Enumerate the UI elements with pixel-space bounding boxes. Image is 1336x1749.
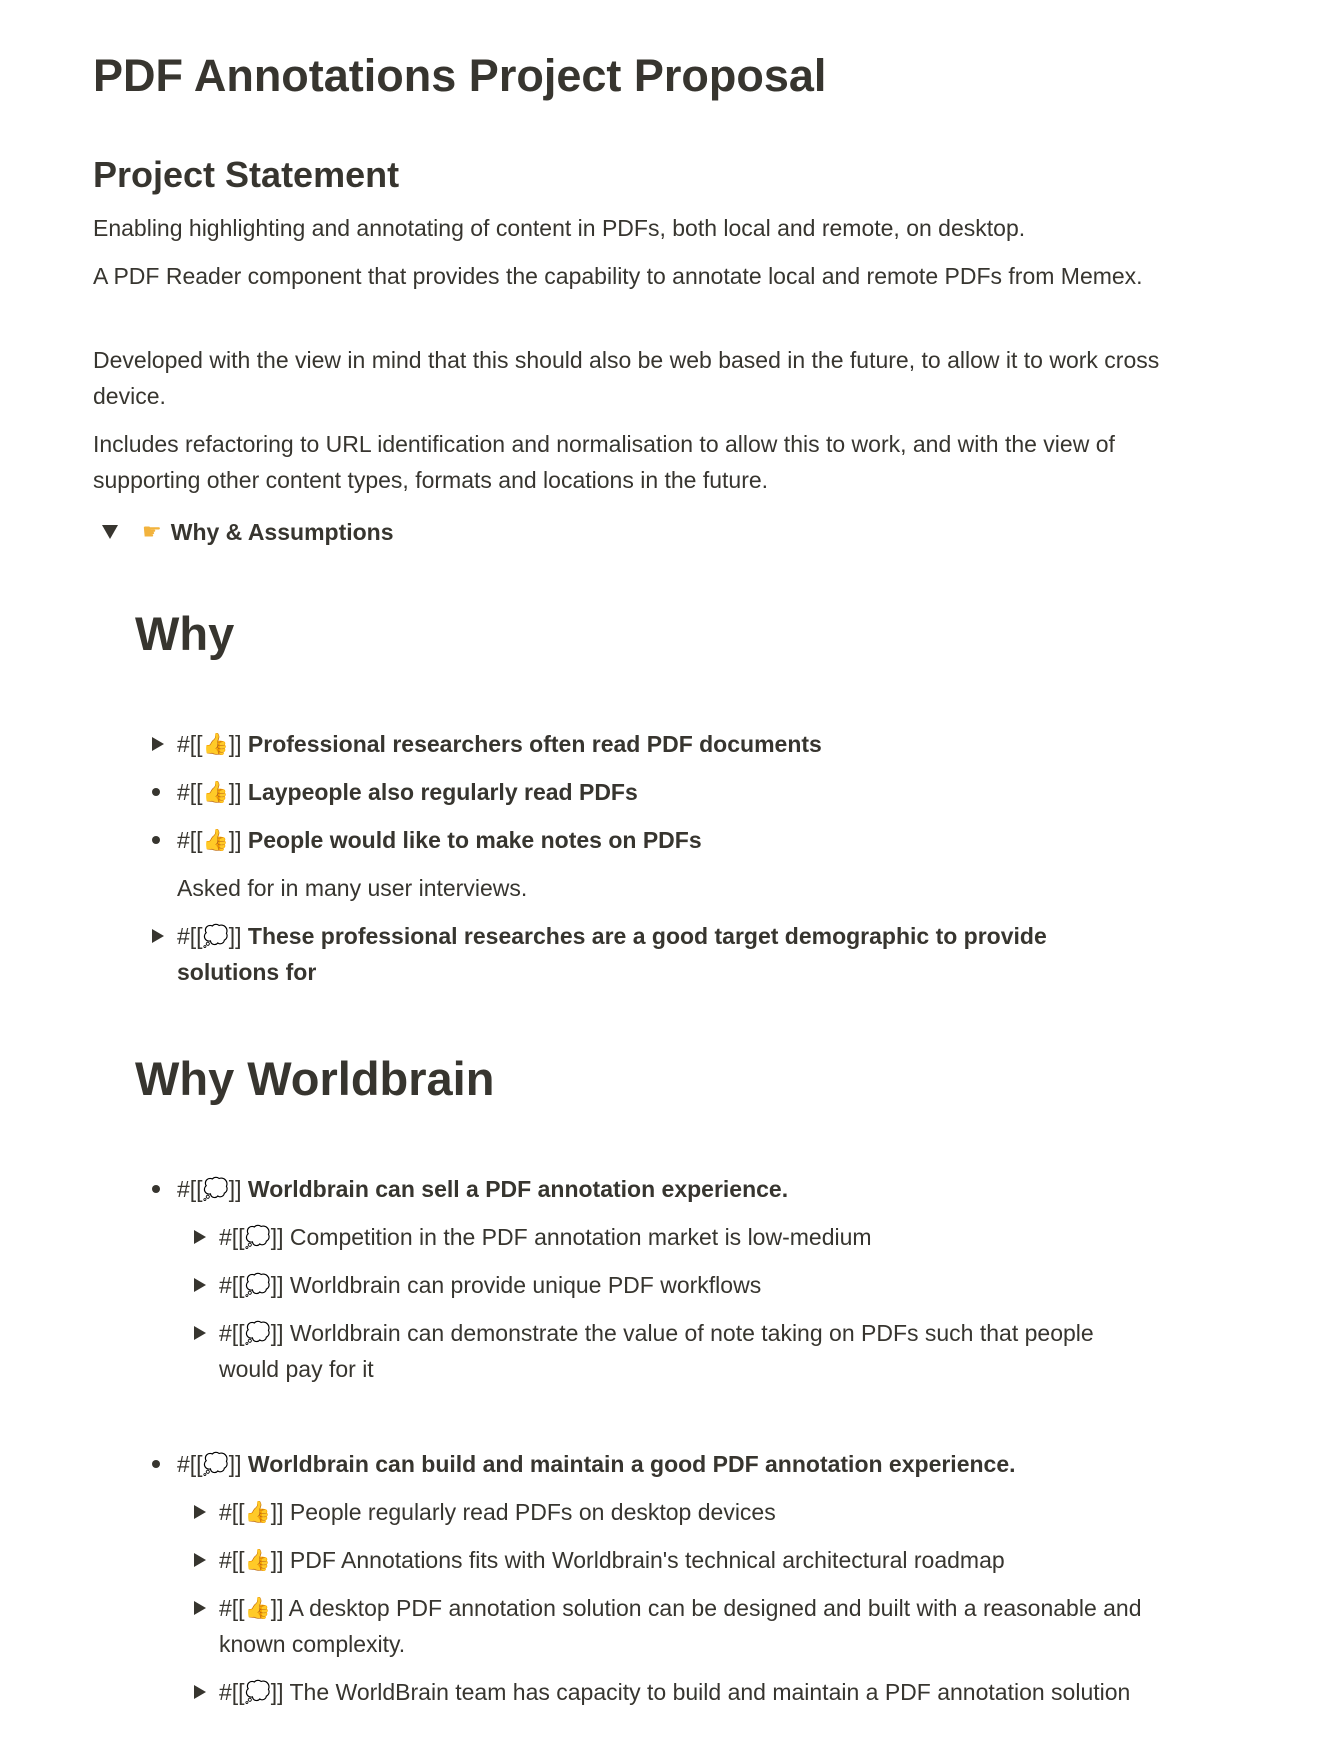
project-statement-heading: Project Statement — [93, 154, 400, 195]
toggle-collapsed-icon[interactable] — [177, 1590, 219, 1626]
bullet-icon — [135, 1446, 177, 1482]
tag-prefix: #[[ — [177, 1451, 203, 1477]
item-note: Asked for in many user interviews. — [177, 875, 528, 901]
item-text: Laypeople also regularly read PDFs — [247, 779, 638, 805]
tag-suffix: ]] — [270, 1272, 284, 1298]
tag-prefix: #[[ — [219, 1499, 245, 1525]
item-text: Competition in the PDF annotation market is low-medium — [289, 1224, 872, 1250]
list-item — [177, 1446, 1147, 1482]
toggle-collapsed-icon[interactable] — [177, 1219, 219, 1255]
tag-prefix: #[[ — [177, 731, 203, 757]
list-item — [177, 918, 1147, 990]
item-text: PDF Annotations fits with Worldbrain's technical architectural roadmap — [289, 1547, 1005, 1573]
tag-suffix: ]] — [228, 1176, 242, 1202]
tag-suffix: ]] — [270, 1499, 284, 1525]
thought-bubble-icon: 💭 — [244, 1274, 271, 1297]
tag-prefix: #[[ — [177, 779, 203, 805]
thumbs-up-icon: 👍 — [244, 1501, 271, 1524]
item-text: Worldbrain can provide unique PDF workflows — [289, 1272, 762, 1298]
toggle-collapsed-icon[interactable] — [177, 1315, 219, 1351]
item-text: Worldbrain can build and maintain a good PDF annotation experience. — [247, 1451, 1016, 1477]
thumbs-up-icon: 👍 — [202, 733, 229, 756]
item-text: These professional researches are a good target demographic to provide solutions for — [177, 923, 1047, 985]
why-assumptions-toggle[interactable] — [93, 514, 394, 550]
toggle-expanded-icon[interactable] — [102, 525, 118, 539]
thought-bubble-icon: 💭 — [202, 1453, 229, 1476]
tag-prefix: #[[ — [177, 827, 203, 853]
thumbs-up-icon: 👍 — [244, 1549, 271, 1572]
pointing-right-icon: ☛ — [142, 519, 162, 544]
bullet-icon — [135, 822, 177, 858]
item-text: People would like to make notes on PDFs — [247, 827, 702, 853]
list-item — [219, 1315, 1149, 1387]
list-item — [177, 1171, 1147, 1207]
thought-bubble-icon: 💭 — [244, 1322, 271, 1345]
item-text: Worldbrain can sell a PDF annotation experience. — [247, 1176, 789, 1202]
thumbs-up-icon: 👍 — [202, 829, 229, 852]
tag-suffix: ]] — [270, 1320, 284, 1346]
toggle-collapsed-icon[interactable] — [177, 1267, 219, 1303]
tag-suffix: ]] — [228, 827, 242, 853]
tag-prefix: #[[ — [219, 1547, 245, 1573]
statement-paragraph: Developed with the view in mind that this should also be web based in the future, to allow it to work cross device. — [93, 347, 1160, 409]
tag-prefix: #[[ — [219, 1320, 245, 1346]
tag-suffix: ]] — [270, 1547, 284, 1573]
list-item — [219, 1542, 1149, 1578]
list-item — [219, 1590, 1149, 1662]
statement-paragraph: Includes refactoring to URL identification and normalisation to allow this to work, and with the view of supporting other content types, formats and locations in the future. — [93, 431, 1115, 493]
list-item — [219, 1267, 1149, 1303]
why-worldbrain-heading: Why Worldbrain — [135, 1052, 495, 1105]
tag-prefix: #[[ — [177, 1176, 203, 1202]
tag-suffix: ]] — [228, 731, 242, 757]
thought-bubble-icon: 💭 — [202, 925, 229, 948]
list-item — [177, 822, 1147, 858]
toggle-collapsed-icon[interactable] — [177, 1674, 219, 1710]
tag-suffix: ]] — [228, 779, 242, 805]
tag-suffix: ]] — [228, 1451, 242, 1477]
toggle-collapsed-icon[interactable] — [135, 726, 177, 762]
tag-prefix: #[[ — [219, 1224, 245, 1250]
toggle-collapsed-icon[interactable] — [135, 918, 177, 954]
item-text: People regularly read PDFs on desktop devices — [289, 1499, 776, 1525]
list-item — [219, 1219, 1149, 1255]
toggle-label: Why & Assumptions — [170, 519, 394, 545]
list-item — [219, 1674, 1149, 1710]
list-item — [219, 1494, 1149, 1530]
list-item — [177, 726, 1147, 762]
page-title: PDF Annotations Project Proposal — [93, 50, 827, 101]
bullet-icon — [135, 1171, 177, 1207]
statement-paragraph: A PDF Reader component that provides the capability to annotate local and remote PDFs from Memex. — [93, 263, 1143, 289]
item-text: The WorldBrain team has capacity to build and maintain a PDF annotation solution — [289, 1679, 1131, 1705]
tag-suffix: ]] — [228, 923, 242, 949]
tag-prefix: #[[ — [219, 1595, 245, 1621]
toggle-collapsed-icon[interactable] — [177, 1494, 219, 1530]
item-text: Worldbrain can demonstrate the value of note taking on PDFs such that people would pay for it — [219, 1320, 1094, 1382]
toggle-collapsed-icon[interactable] — [177, 1542, 219, 1578]
bullet-icon — [135, 774, 177, 810]
thought-bubble-icon: 💭 — [244, 1681, 271, 1704]
tag-prefix: #[[ — [219, 1272, 245, 1298]
why-heading: Why — [135, 607, 235, 660]
tag-suffix: ]] — [270, 1595, 284, 1621]
tag-prefix: #[[ — [177, 923, 203, 949]
item-text: A desktop PDF annotation solution can be designed and built with a reasonable and known complexity. — [219, 1595, 1142, 1657]
item-text: Professional researchers often read PDF documents — [247, 731, 822, 757]
thumbs-up-icon: 👍 — [244, 1597, 271, 1620]
statement-paragraph: Enabling highlighting and annotating of content in PDFs, both local and remote, on desktop. — [93, 215, 1026, 241]
list-item — [177, 774, 1147, 810]
thumbs-up-icon: 👍 — [202, 781, 229, 804]
tag-prefix: #[[ — [219, 1679, 245, 1705]
thought-bubble-icon: 💭 — [202, 1178, 229, 1201]
tag-suffix: ]] — [270, 1224, 284, 1250]
thought-bubble-icon: 💭 — [244, 1226, 271, 1249]
tag-suffix: ]] — [270, 1679, 284, 1705]
